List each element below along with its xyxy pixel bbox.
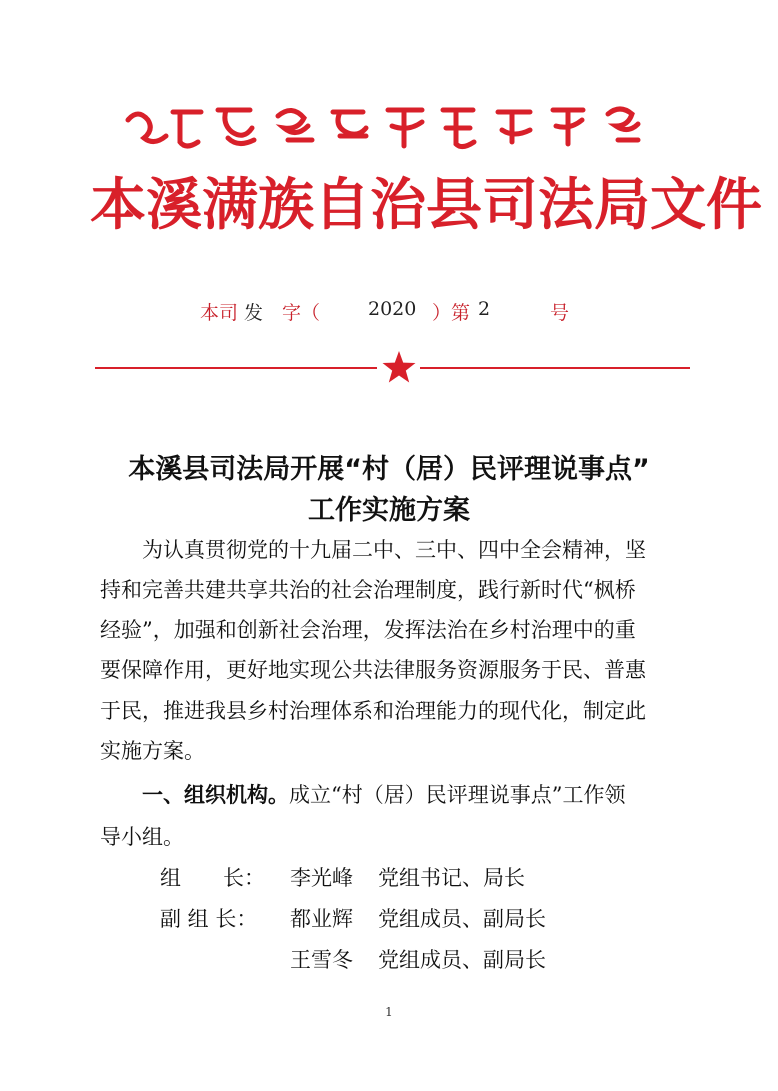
leader-role: 组 长： bbox=[160, 866, 265, 890]
deputy-2-name: 王雪冬 bbox=[290, 948, 353, 972]
manchu-script-header bbox=[118, 100, 678, 160]
body-line: 要保障作用，更好地实现公共法律服务资源服务于民、普惠 bbox=[100, 658, 646, 682]
document-title-line-1: 本溪县司法局开展“村（居）民评理说事点” bbox=[128, 454, 650, 485]
section-1-heading: 一、组织机构。 bbox=[100, 782, 289, 807]
masthead-title: 本溪满族自治县司法局文件 bbox=[90, 172, 762, 238]
docno-zi: 字（ bbox=[282, 302, 321, 324]
docno-close: ）第 bbox=[432, 302, 471, 324]
body-line: 为认真贯彻党的十九届二中、三中、四中全会精神，坚 bbox=[100, 538, 646, 562]
section-1-line bbox=[100, 780, 700, 810]
section-1-text: 成立“村（居）民评理说事点”工作领 bbox=[289, 783, 626, 807]
red-rule-left bbox=[95, 367, 377, 369]
leader-title: 党组书记、局长 bbox=[378, 866, 525, 890]
deputy-role: 副 组 长： bbox=[160, 907, 258, 931]
body-line: 经验”，加强和创新社会治理，发挥法治在乡村治理中的重 bbox=[100, 618, 636, 642]
body-line: 于民，推进我县乡村治理体系和治理能力的现代化，制定此 bbox=[100, 699, 646, 723]
red-rule-right bbox=[420, 367, 690, 369]
document-title-line-2: 工作实施方案 bbox=[308, 495, 470, 526]
deputy-2-title: 党组成员、副局长 bbox=[378, 948, 546, 972]
docno-number: 2 bbox=[478, 298, 491, 320]
page-number: 1 bbox=[385, 1005, 393, 1019]
document-number bbox=[200, 298, 620, 328]
docno-prefix: 本司 bbox=[200, 302, 239, 324]
deputy-1-title: 党组成员、副局长 bbox=[378, 907, 546, 931]
body-line: 持和完善共建共享共治的社会治理制度，践行新时代“枫桥 bbox=[100, 578, 636, 602]
body-line: 实施方案。 bbox=[100, 739, 205, 763]
deputy-1-name: 都业辉 bbox=[290, 907, 353, 931]
docno-year: 2020 bbox=[368, 298, 417, 320]
docno-fa: 发 bbox=[244, 302, 264, 324]
red-star-icon bbox=[381, 349, 417, 385]
leader-name: 李光峰 bbox=[290, 866, 353, 890]
section-1-line-2: 导小组。 bbox=[100, 825, 184, 849]
docno-suffix: 号 bbox=[550, 302, 570, 324]
